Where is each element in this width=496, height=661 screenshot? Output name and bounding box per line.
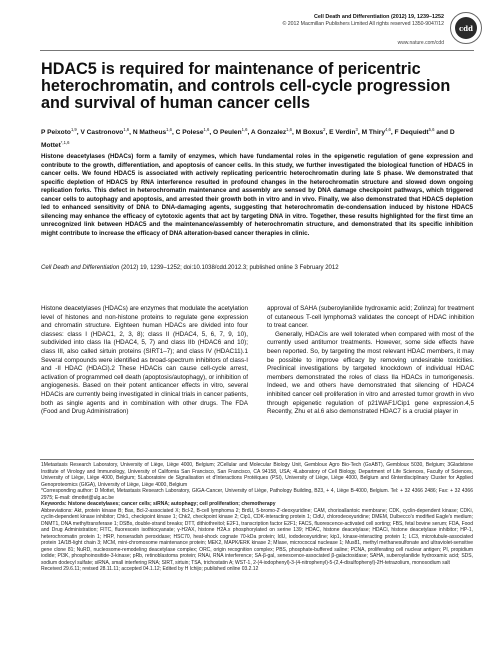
author-name: D Mottet <box>41 129 455 150</box>
abbreviations: Abbreviations: Akt, protein kinase B; Bax, Bcl-2-associated X; Bcl-2, B-cell lymphoma 2; BrdU, 5-bromo-2'-deoxyuridine; CAM, chorioallantoic membrane; CDK, cyclin-dependent kinase; CDKi, cyclin-dependent kinase inhibitor; Chk1, checkpoint kinase 1; Chk2, checkpoint kinase 2; Cip1, CDK-interacting protein 1; CldU, chlorodeoxyuridine; DMEM, Dulbecco's modified Eagle's medium; DNMT1, DNA methyltransferase 1; DSBs, double-strand breaks; DTT, dithiothreitol; E2F1, transcription factor E2F1; FACS, fluorescence-activated cell sorting; FBS, fetal bovine serum; FDA, Food and Drug Administration; FITC, fluorescein isothiocyanate; γ-H2AX, histone H2A.x phosphorylated on serine 139; HDAC, histone deacetylase; HDACi, histone deacetylase inhibitor; HP-1, heterochromatin protein 1; HRP, horseradish peroxidase; HSC70, heat-shock cognate 70-kDa protein; IdU, iododeoxyuridine; kip1, kinase-interacting protein 1; LC3, microtubule-associated protein 1A/1B-light chain 3; MCM, mini-chromosome maintenance protein; MEK2, MAPK/ERK kinase 2; MIase, micrococcal nuclease 1; Mus81, methyl methanesulfonate and ultraviolet-sensitive gene clone 81; NuRD, nucleosome-remodeling deacetylase complex; ORC, origin recognition complex; PBS, phosphate-buffered saline; PCNA, proliferating cell nuclear antigen; PI, propidium iodide; PI3K, phosphoinositide-3-kinase; pRb, retinoblastoma protein; RNAi, RNA interference; SA-β-gal, senescence-associated β-galactosidase; SAHA, suberoylanilide hydroxamic acid; SDS, sodium dodecyl sulfate; siRNA, small interfering RNA; SIRT, sirtuin; TSA, trichostatin A; WST-1, 2-(4-iodophenyl)-3-(4-nitrophenyl)-5-(2,4-disulfophenyl)-2H-tetrazolium, monosodium salt <box>41 507 473 566</box>
journal-logo-text: cdd <box>455 17 477 39</box>
author-affiliation: 5,6 <box>428 127 435 132</box>
journal-citation: Cell Death and Differentiation (2012) 19, 1239–1252 <box>313 14 444 20</box>
author-affiliation: 1,6 <box>286 127 292 132</box>
author-affiliation: 1,6 <box>241 127 248 132</box>
journal-header <box>282 14 444 28</box>
keywords: Keywords: histone deacetylases; cancer cells; siRNA; autophagy; cell proliferation; chemotherapy <box>41 501 276 507</box>
author-name: C Polese <box>175 129 204 137</box>
author-name: M Boxus <box>295 129 324 137</box>
abstract: Histone deacetylases (HDACs) form a family of enzymes, which have fundamental roles in the epigenetic regulation of gene expression and contribute to the growth, differentiation, and apoptosis of cancer cells. In this study, we further investigated the biological function of HDAC5 in cancer cells. We found HDAC5 is associated with actively replicating pericentric heterochromatin during late S phase. We demonstrated that specific depletion of HDAC5 by RNA interference resulted in profound changes in the heterochromatin structure and slowed down ongoing replication forks. This defect in heterochromatin maintenance and assembly are sensed by DNA damage checkpoint pathways, which triggered cancer cells to autophagy and apoptosis, and arrested their growth both in vitro and in vivo. Finally, we also demonstrated that HDAC5 depletion led to enhanced sensitivity of DNA to DNA-damaging agents, suggesting that heterochromatin de-condensation induced by histone HDAC5 silencing may enhance the efficacy of cytotoxic agents that act by targeting DNA in vitro. Together, these results highlighted for the first time an unrecognized link between HDAC5 and the maintenance/assembly of heterochromatin structure, and demonstrated that its specific inhibition might contribute to increase the efficacy of DNA alteration-based cancer therapies in clinic. <box>41 153 473 237</box>
citation-details: (2012) 19, 1239–1252; doi:10.1038/cdd.2012.3; published online 3 February 2012 <box>121 265 339 271</box>
footnotes <box>41 462 473 573</box>
author-name: O Peulen <box>213 129 242 137</box>
received-dates: Received 29.6.11; revised 28.11.11; accepted 04.1.12; Edited by H Ichijo; published online 03.2.12 <box>41 566 259 572</box>
footnote-divider <box>40 459 474 460</box>
author-list: P Peixoto$^{1,9}$, V Castronovo$^{1,6}$, N Matheus$^{1,6}$, C Polese$^{1,6}$, O Peulen$^{1,6}$, A Gonzalez$^{1,6}$, M Boxus$^2$, E Verdin$^3$, M Thiry$^{4,6}$, F Dequiedt$^{5,6}$ and D Mottet$^{*,1,6}$ <box>41 127 455 150</box>
author-affiliation: 2 <box>323 127 326 132</box>
author-name: E Verdin <box>329 129 356 137</box>
author-affiliation: 1,6 <box>123 127 130 132</box>
author-affiliation: 4,6 <box>385 127 391 132</box>
author-name: F Dequiedt <box>394 129 429 137</box>
journal-copyright: © 2012 Macmillan Publishers Limited All rights reserved 1350-9047/12 <box>282 20 444 27</box>
header-divider <box>40 50 474 51</box>
author-affiliation: *,1,6 <box>60 139 70 145</box>
journal-logo-icon <box>450 12 482 44</box>
article-title: HDAC5 is required for maintenance of pericentric heterochromatin, and controls cell-cycle progression and survival of human cancer cells <box>41 60 451 113</box>
author-name: M Thiry <box>361 129 386 137</box>
body-left-column <box>41 305 248 417</box>
journal-url[interactable]: www.nature.com/cdd <box>397 40 444 46</box>
author-affiliation: 1,6 <box>166 127 172 132</box>
body-right-column <box>267 305 474 417</box>
author-affiliation: 3 <box>355 127 358 132</box>
author-name: V Castronovo <box>80 129 124 137</box>
affiliations: 1Metastasis Research Laboratory, University of Liège, Liège 4000, Belgium; 2Cellular and Molecular Biology Unit, Gembloux Agro Bio-Tech (GxABT), Gembloux 5030, Belgium; 3Gladstone Institute of Virology and Immunology, University of California San Francisco, San Francisco, CA 94158, USA; 4Laboratory of Cell Biology, Department of Life Sciences, Faculty of Sciences, University of Liège, Liège 4000, Belgium; 5Laboratoire de Signalisation et d'Interactions Protéiques (PSI), University of Liège, Liège 4000, Belgium and 6Interdisciplinary Cluster for Applied Genoproteomics (GIGA), University of Liège, Liège 4000, Belgium <box>41 462 473 488</box>
author-name: N Matheus <box>132 129 167 137</box>
author-affiliation: 1,6 <box>203 127 210 132</box>
body-paragraph: approval of SAHA (suberoylanilide hydroxamic acid; Zolinza) for treatment of cutaneous T-cell lymphoma3 validates the concept of HDAC inhibition to treat cancer. <box>267 305 474 330</box>
author-name: P Peixoto <box>41 129 71 137</box>
citation-journal: Cell Death and Differentiation <box>41 265 120 271</box>
article-citation <box>41 264 473 272</box>
body-paragraph: Generally, HDACis are well tolerated when compared with most of the currently used antitumor treatments. However, some side effects have been reported. So, by targeting the most relevant HDAC members, it may be possible to improve efficacy by removing undesirable toxicities. Preclinical investigations by targeted knockdown of individual HDAC members demonstrated the roles of class IIa HDACs in tumorigenesis. Indeed, we and others have demonstrated that silencing of HDAC4 inhibited cancer cell proliferation in vitro and arrested tumor growth in vivo through epigenetic regulation of p21WAF1/Cip1 gene expression.4,5 Recently, Zhu et al.6 also demonstrated HDAC7 is a crucial player in <box>267 330 474 416</box>
body-paragraph: Histone deacetylases (HDACs) are enzymes that modulate the acetylation level of histones and non-histone proteins to regulate gene expression and chromatin structure. Eighteen human HDACs are divided into four classes: class I (HDAC1, 2, 3, 8); class II (HDAC4, 5, 6, 7, 9, 10), subdivided into class IIa (HDAC4, 5, 7) and class IIb (HDAC6 and 10); class III, also called sirtuin proteins (SIRT1–7); and class IV (HDAC11).1 Several compounds were identified as broad-spectrum inhibitors of class-I and -II HDAC (HDACi).2 These HDACis can cause cell-cycle arrest, activation of programmed cell death (apoptosis/autophagy), or inhibition of angiogenesis. Based on their potent anticancer effects in vitro, several HDACis are currently being investigated in clinical trials in cancer patients, both as single agents and in combination with other drugs. The FDA (Food and Drug Administration) <box>41 305 248 416</box>
correspondence: *Corresponding author: D Mottet, Metastasis Research Laboratory, GIGA-Cancer, University of Liège, Pathology Building, B23, + 4, Liège B-4000, Belgium. Tel: + 32 4366 2486; Fax: + 32 4366 2975; E-mail: dmottet@ulg.ac.be <box>41 488 473 501</box>
author-name: A Gonzalez <box>250 129 287 137</box>
author-affiliation: 1,9 <box>70 127 77 132</box>
